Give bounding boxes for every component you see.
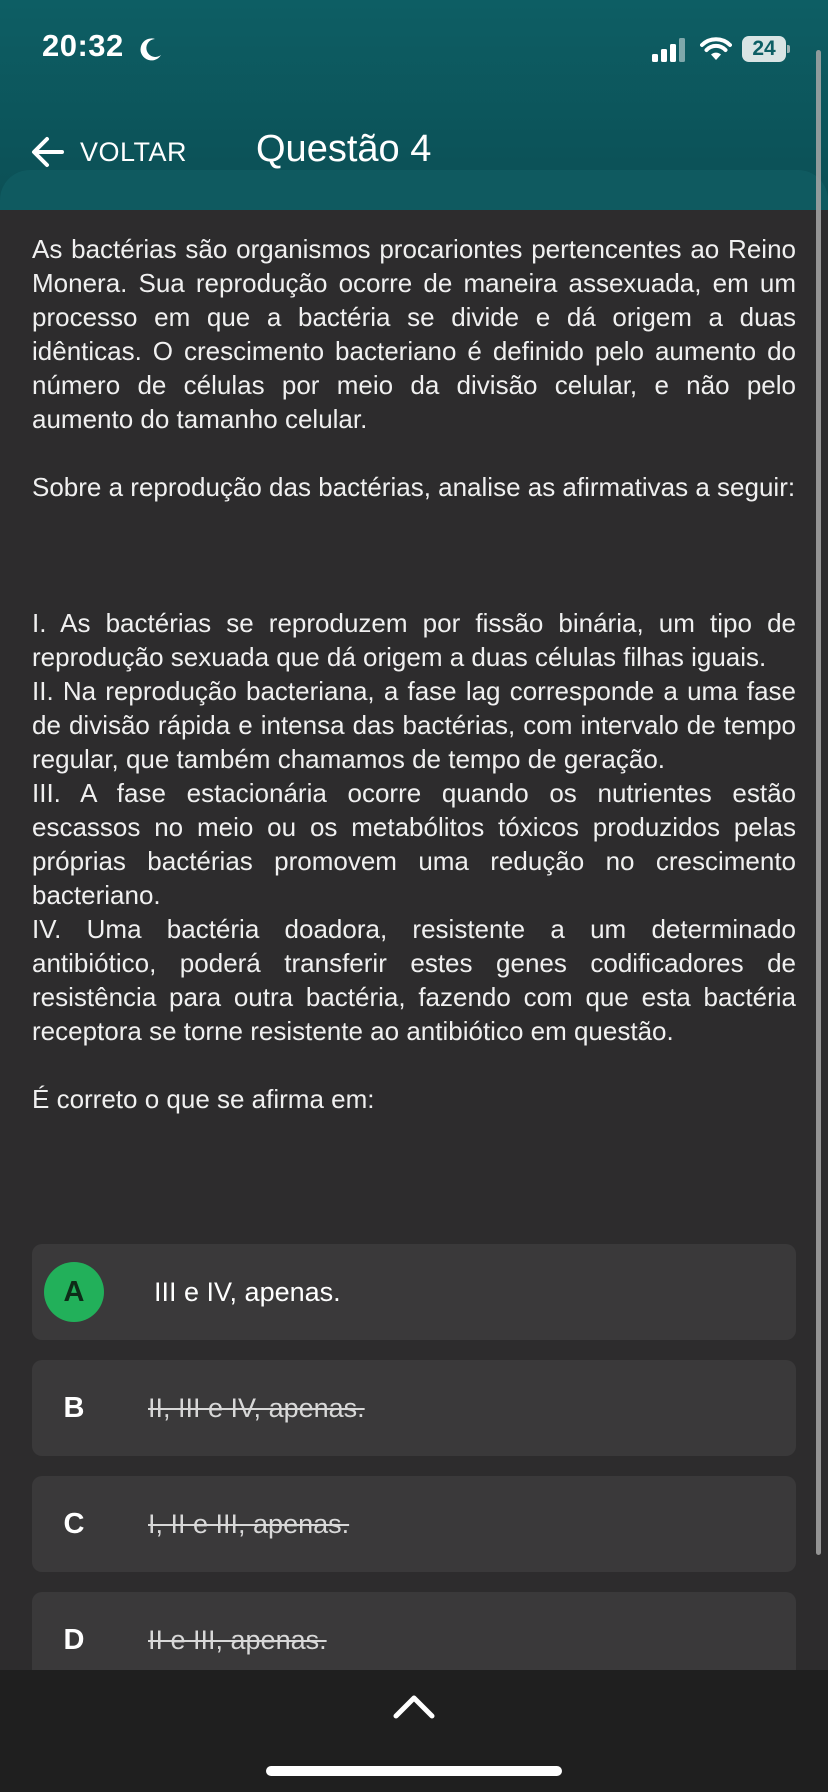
question-intro: As bactérias são organismos procariontes pertencentes ao Reino Monera. Sua reprodução ocorre de maneira assexuada, em um processo em que a bactéria se divide e dá origem a duas idênticas. O crescimento bacteriano é definido pelo aumento do número de células por meio da divisão celular, e não pelo aumento do tamanho celular. [32,234,796,434]
question-closing: É correto o que se afirma em: [32,1084,375,1114]
chevron-up-icon[interactable] [392,1692,436,1720]
answer-options [32,1244,796,1708]
header-curve [0,170,828,210]
option-letter: B [63,1392,85,1424]
question-body [32,232,796,1116]
option-text-eliminated: II, III e IV, apenas. [148,1393,365,1423]
option-text-eliminated: II e III, apenas. [148,1625,327,1655]
option-letter-selected: A [44,1262,104,1322]
status-time: 20:32 [42,28,124,63]
option-text-eliminated: I, II e III, apenas. [148,1509,350,1539]
option-letter: C [63,1508,85,1540]
back-label: VOLTAR [80,136,188,167]
battery-indicator [742,36,788,62]
statement-item: I. As bactérias se reproduzem por fissão binária, um tipo de reprodução sexuada que dá origem a duas células filhas iguais. [32,608,796,672]
statement-list [32,606,796,1048]
option-letter: D [63,1624,85,1656]
moon-icon [138,36,164,62]
statement-item: III. A fase estacionária ocorre quando os nutrientes estão escassos no meio ou os metabólitos tóxicos produzidos pelas próprias bactérias promovem uma redução no crescimento bacteriano. [32,778,796,910]
battery-tip [787,45,790,53]
battery-level: 24 [742,36,786,62]
page-title: Questão 4 [256,128,432,170]
home-indicator[interactable] [266,1766,562,1776]
option-a[interactable] [32,1244,796,1340]
bottom-bar [0,1670,828,1792]
scrollbar[interactable] [816,50,821,1555]
option-text: III e IV, apenas. [154,1277,341,1307]
statement-item: II. Na reprodução bacteriana, a fase lag corresponde a uma fase de divisão rápida e intensa das bactérias, com intervalo de tempo regular, que também chamamos de tempo de geração. [32,676,796,774]
question-prompt: Sobre a reprodução das bactérias, analise as afirmativas a seguir: [32,472,796,502]
back-button[interactable] [28,130,187,174]
wifi-icon [700,36,732,62]
option-b[interactable] [32,1360,796,1456]
arrow-left-icon [28,132,68,172]
status-bar [0,0,828,100]
option-c[interactable] [32,1476,796,1572]
statement-item: IV. Uma bactéria doadora, resistente a um determinado antibiótico, poderá transferir estes genes codificadores de resistência para outra bactéria, fazendo com que esta bactéria receptora se torne resistente ao antibiótico em questão. [32,914,796,1046]
signal-icon [652,38,690,62]
